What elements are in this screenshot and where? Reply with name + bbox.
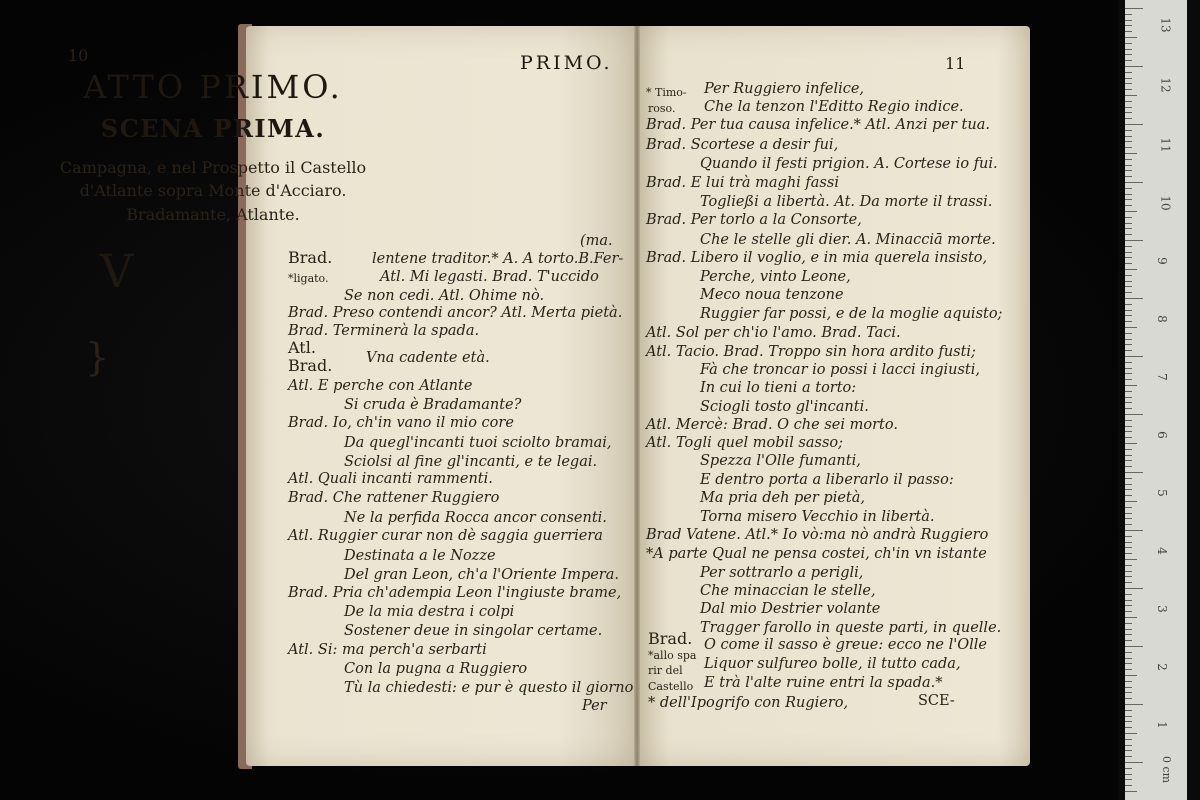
ruler-tick — [1125, 217, 1132, 218]
ruler-number: 3 — [1154, 605, 1169, 613]
ruler-tick — [1125, 634, 1132, 635]
ruler-tick — [1125, 37, 1137, 38]
ruler-tick — [1125, 246, 1132, 247]
ruler-tick — [1125, 530, 1143, 531]
ruler-tick — [1125, 252, 1132, 253]
text-line: Si cruda è Bradamante? — [344, 397, 522, 413]
ruler-tick — [1125, 298, 1143, 299]
ruler-tick — [1125, 269, 1137, 270]
ruler-tick — [1125, 472, 1143, 473]
ruler-tick — [1125, 455, 1132, 456]
ruler-tick — [1125, 66, 1143, 67]
ruler-tick — [1125, 315, 1132, 316]
ruler-tick — [1125, 658, 1132, 659]
ruler-tick — [1125, 153, 1137, 154]
margin-note: Castello — [648, 680, 694, 693]
ruler-tick — [1125, 292, 1132, 293]
ruler-tick — [1125, 54, 1132, 55]
ruler-tick — [1125, 640, 1132, 641]
setting-line-2: d'Atlante sopra Monte d'Acciaro. — [79, 181, 347, 200]
text-line: Da quegl'incanti tuoi sciolto bramai, — [344, 435, 612, 451]
ruler-tick — [1125, 721, 1132, 722]
ruler-tick — [1125, 756, 1132, 757]
text-line: Per sottrarlo a perigli, — [700, 565, 864, 581]
text-line: Perche, vinto Leone, — [700, 269, 851, 285]
margin-note: * Timo- — [646, 86, 687, 99]
ruler-tick — [1125, 733, 1137, 734]
ruler-tick — [1125, 791, 1137, 792]
ruler-unit: 0 cm — [1160, 755, 1174, 784]
ruler-number: 10 — [1158, 195, 1173, 211]
ruler-tick — [1125, 333, 1132, 334]
ruler-tick — [1125, 762, 1143, 763]
text-line: lentene traditor.* A. A torto.B.Fer- — [372, 251, 624, 267]
speaker-label: Brad. — [288, 248, 333, 267]
ruler-tick — [1125, 286, 1132, 287]
margin-note: roso. — [648, 102, 676, 115]
ruler-tick — [1125, 304, 1132, 305]
text-line: Atl. Mercè: Brad. O che sei morto. — [646, 417, 898, 433]
margin-note: *allo spa — [648, 649, 697, 662]
ruler-tick — [1125, 536, 1132, 537]
text-line: Ruggier far possi, e de la moglie aquisto; — [700, 306, 1003, 322]
ruler-tick — [1125, 768, 1132, 769]
text-line: Destinata a le Nozze — [344, 548, 496, 564]
speaker-label: Brad. — [288, 356, 333, 375]
text-line: Vna cadente età. — [366, 350, 490, 366]
ruler-tick — [1125, 692, 1132, 693]
ruler-tick — [1125, 165, 1132, 166]
ruler-tick — [1125, 124, 1143, 125]
ruler-tick — [1125, 600, 1132, 601]
left-folio: 10 — [68, 46, 89, 65]
ruler-tick — [1125, 43, 1132, 44]
text-line: Tragger farollo in queste parti, in quelle. — [700, 620, 1002, 636]
ruler-tick — [1125, 478, 1132, 479]
ruler-tick — [1125, 228, 1132, 229]
text-line: Sciogli tosto gl'incanti. — [700, 399, 869, 415]
ruler-tick — [1125, 159, 1132, 160]
ruler-tick — [1125, 629, 1132, 630]
ruler-tick — [1125, 223, 1132, 224]
ruler-tick — [1125, 449, 1132, 450]
ruler-tick — [1125, 339, 1132, 340]
ruler-tick — [1125, 420, 1132, 421]
text-line: Atl. Tacio. Brad. Troppo sin hora ardito fusti; — [646, 344, 976, 360]
ruler-tick — [1125, 513, 1132, 514]
scene-title: SCENA PRIMA. — [100, 114, 326, 143]
ruler-tick — [1125, 107, 1132, 108]
ruler-tick — [1125, 750, 1132, 751]
act-title: ATTO PRIMO. — [83, 68, 343, 106]
ruler-number: 1 — [1154, 721, 1169, 729]
ruler-tick — [1125, 495, 1132, 496]
ruler-tick — [1125, 437, 1132, 438]
text-line: Che minaccian le stelle, — [700, 583, 876, 599]
text-line: Atl. E perche con Atlante — [288, 378, 473, 394]
drop-cap: V — [100, 244, 134, 298]
ruler-tick — [1125, 95, 1137, 96]
ruler-tick — [1125, 652, 1132, 653]
speaker-label: Atl. — [288, 338, 316, 357]
text-line: Spezza l'Olle fumanti, — [700, 453, 861, 469]
ruler-tick — [1125, 356, 1143, 357]
ruler-tick — [1125, 344, 1132, 345]
ruler-tick — [1125, 8, 1143, 9]
ruler-number: 4 — [1154, 547, 1169, 555]
ruler-tick — [1125, 443, 1137, 444]
ruler-tick — [1125, 385, 1137, 386]
ruler-tick — [1125, 327, 1137, 328]
ruler-tick — [1125, 101, 1132, 102]
speaker-label: Brad. — [648, 629, 693, 648]
text-line: Brad. Per torlo a la Consorte, — [646, 212, 862, 228]
ruler-tick — [1125, 89, 1132, 90]
ruler-number: 8 — [1154, 315, 1169, 323]
text-line: In cui lo tieni a torto: — [700, 380, 857, 396]
ruler-tick — [1125, 112, 1132, 113]
text-line: Brad. Per tua causa infelice.* Atl. Anzi per tua. — [646, 117, 990, 133]
ruler-tick — [1125, 31, 1132, 32]
ruler-number: 5 — [1154, 489, 1169, 497]
ruler-tick — [1125, 182, 1143, 183]
ruler-tick — [1125, 20, 1132, 21]
text-line: Brad. Scortese a desir fui, — [646, 137, 839, 153]
ruler-tick — [1125, 431, 1132, 432]
ruler-tick — [1125, 559, 1137, 560]
ruler-tick — [1125, 72, 1132, 73]
ruler-tick — [1125, 727, 1132, 728]
ruler-tick — [1125, 785, 1132, 786]
text-line: Togließi a libertà. At. Da morte il trassi. — [700, 194, 993, 210]
ruler-tick — [1125, 518, 1132, 519]
ruler-tick — [1125, 78, 1132, 79]
ruler-tick — [1125, 83, 1132, 84]
ruler-tick — [1125, 188, 1132, 189]
ruler-tick — [1125, 484, 1132, 485]
text-line: Con la pugna a Ruggiero — [344, 661, 528, 677]
ruler-tick — [1125, 779, 1132, 780]
ruler-tick — [1125, 663, 1132, 664]
text-line: (ma. — [580, 233, 613, 249]
ruler-tick — [1125, 460, 1132, 461]
ruler-tick — [1125, 205, 1132, 206]
text-line: Liquor sulfureo bolle, il tutto cada, — [704, 656, 961, 672]
ruler-tick — [1125, 414, 1143, 415]
ruler-strip — [1125, 0, 1187, 800]
text-line: E dentro porta a liberarlo il passo: — [700, 472, 954, 488]
text-line: Sostener deue in singolar certame. — [344, 623, 603, 639]
text-line: E trà l'alte ruine entri la spada.* — [704, 675, 943, 691]
ruler-tick — [1125, 426, 1132, 427]
text-line: Atl. Togli quel mobil sasso; — [646, 435, 844, 451]
ruler-tick — [1125, 257, 1132, 258]
ruler-tick — [1125, 147, 1132, 148]
ruler-tick — [1125, 698, 1132, 699]
text-line: Brad. Io, ch'in vano il mio core — [288, 415, 514, 431]
ruler-tick — [1125, 199, 1132, 200]
ruler-tick — [1125, 350, 1132, 351]
text-line: Brad. Che rattener Ruggiero — [288, 490, 500, 506]
text-line: Che la tenzon l'Editto Regio indice. — [704, 99, 964, 115]
text-line: Brad Vatene. Atl.* Io vò:ma nò andrà Ruggiero — [646, 527, 989, 543]
catchword: SCE- — [918, 693, 955, 709]
ruler-tick — [1125, 687, 1132, 688]
ruler-tick — [1125, 716, 1132, 717]
ruler-tick — [1125, 710, 1132, 711]
ruler-tick — [1125, 547, 1132, 548]
ruler-tick — [1125, 565, 1132, 566]
ruler-tick — [1125, 594, 1132, 595]
text-line: Per Ruggiero infelice, — [704, 81, 865, 97]
text-line: Quando il festi prigion. A. Cortese io fui. — [700, 156, 998, 172]
ruler-tick — [1125, 571, 1132, 572]
setting-line-1: Campagna, e nel Prospetto il Castello — [59, 158, 367, 177]
ruler-number: 11 — [1158, 137, 1173, 153]
ruler-tick — [1125, 588, 1143, 589]
ruler-tick — [1125, 605, 1132, 606]
right-folio: 11 — [945, 54, 966, 73]
text-line: Torna misero Vecchio in libertà. — [700, 509, 935, 525]
ruler-tick — [1125, 774, 1132, 775]
ruler-number: 9 — [1154, 257, 1169, 265]
ruler-tick — [1125, 623, 1132, 624]
text-line: De la mia destra i colpi — [344, 604, 515, 620]
catchword: Per — [582, 698, 607, 714]
ruler-tick — [1125, 646, 1143, 647]
ruler-tick — [1125, 675, 1137, 676]
ruler-number: 6 — [1154, 431, 1169, 439]
ruler-tick — [1125, 130, 1132, 131]
text-line: Che le stelle gli dier. A. Minacciā morte. — [700, 232, 996, 248]
ruler-tick — [1125, 141, 1132, 142]
ruler-tick — [1125, 739, 1132, 740]
text-line: Brad. Libero il voglio, e in mia querela insisto, — [646, 250, 988, 266]
text-line: Atl. Sol per ch'io l'amo. Brad. Taci. — [646, 325, 901, 341]
ruler-tick — [1125, 466, 1132, 467]
ruler-tick — [1125, 524, 1132, 525]
text-line: Tù la chiedesti: e pur è questo il giorno — [344, 680, 634, 696]
margin-note: *ligato. — [288, 272, 329, 285]
text-line: * dell'Ipogrifo con Rugiero, — [648, 695, 849, 711]
ruler-tick — [1125, 681, 1132, 682]
text-line: Atl. Mi legasti. Brad. T'uccido — [380, 269, 599, 285]
text-line: Fà che troncar io possi i lacci ingiusti, — [700, 362, 980, 378]
ruler-tick — [1125, 576, 1132, 577]
ruler-tick — [1125, 745, 1132, 746]
ruler-tick — [1125, 275, 1132, 276]
ruler-tick — [1125, 176, 1132, 177]
ruler-number: 12 — [1158, 77, 1173, 93]
ruler-tick — [1125, 391, 1132, 392]
ruler-tick — [1125, 362, 1132, 363]
brace-glyph: } — [85, 335, 110, 379]
ruler-tick — [1125, 170, 1132, 171]
ruler-tick — [1125, 14, 1132, 15]
ruler-tick — [1125, 553, 1132, 554]
ruler-tick — [1125, 582, 1132, 583]
text-line: Atl. Quali incanti rammenti. — [288, 471, 493, 487]
running-head: PRIMO. — [520, 52, 613, 74]
text-line: Ne la perfida Rocca ancor consenti. — [344, 510, 607, 526]
ruler-tick — [1125, 211, 1137, 212]
ruler-tick — [1125, 408, 1132, 409]
text-line: Atl. Ruggier curar non dè saggia guerriera — [288, 528, 603, 544]
ruler-tick — [1125, 489, 1132, 490]
ruler-tick — [1125, 617, 1137, 618]
ruler-number: 13 — [1158, 17, 1173, 33]
ruler-tick — [1125, 704, 1143, 705]
text-line: Dal mio Destrier volante — [700, 601, 881, 617]
ruler-tick — [1125, 118, 1132, 119]
book-gutter — [634, 26, 640, 766]
text-line: Ma pria deh per pietà, — [700, 490, 866, 506]
text-line: Sciolsi al fine gl'incanti, e te legai. — [344, 454, 598, 470]
ruler-number: 7 — [1154, 373, 1169, 381]
ruler-tick — [1125, 321, 1132, 322]
ruler-tick — [1125, 240, 1143, 241]
ruler-number: 2 — [1154, 663, 1169, 671]
text-line: Brad. Preso contendi ancor? Atl. Merta pietà. — [288, 305, 623, 321]
ruler-tick — [1125, 542, 1132, 543]
text-line: Brad. Terminerà la spada. — [288, 323, 480, 339]
text-line: O come il sasso è greue: ecco ne l'Olle — [704, 637, 987, 653]
ruler-tick — [1125, 368, 1132, 369]
ruler-tick — [1125, 611, 1132, 612]
ruler-tick — [1125, 281, 1132, 282]
text-line: Se non cedi. Atl. Ohime nò. — [344, 288, 545, 304]
ruler-tick — [1125, 402, 1132, 403]
text-line: Brad. E lui trà maghi fassi — [646, 175, 839, 191]
ruler-tick — [1125, 397, 1132, 398]
text-line: Meco noua tenzone — [700, 287, 844, 303]
dramatis-personae: Bradamante, Atlante. — [126, 205, 300, 224]
ruler-tick — [1125, 501, 1137, 502]
ruler-tick — [1125, 136, 1132, 137]
text-line: *A parte Qual ne pensa costei, ch'in vn istante — [646, 546, 987, 562]
ruler-tick — [1125, 669, 1132, 670]
ruler-tick — [1125, 373, 1132, 374]
ruler-tick — [1125, 194, 1132, 195]
ruler-tick — [1125, 507, 1132, 508]
ruler-tick — [1125, 25, 1132, 26]
text-line: Atl. Si: ma perch'a serbarti — [288, 642, 487, 658]
text-line: Del gran Leon, ch'a l'Oriente Impera. — [344, 567, 619, 583]
margin-note: rir del — [648, 664, 683, 677]
text-line: Brad. Pria ch'adempia Leon l'ingiuste brame, — [288, 585, 622, 601]
ruler-tick — [1125, 60, 1132, 61]
ruler-tick — [1125, 310, 1132, 311]
ruler-tick — [1125, 263, 1132, 264]
ruler-tick — [1125, 379, 1132, 380]
ruler-tick — [1125, 49, 1132, 50]
ruler-tick — [1125, 234, 1132, 235]
